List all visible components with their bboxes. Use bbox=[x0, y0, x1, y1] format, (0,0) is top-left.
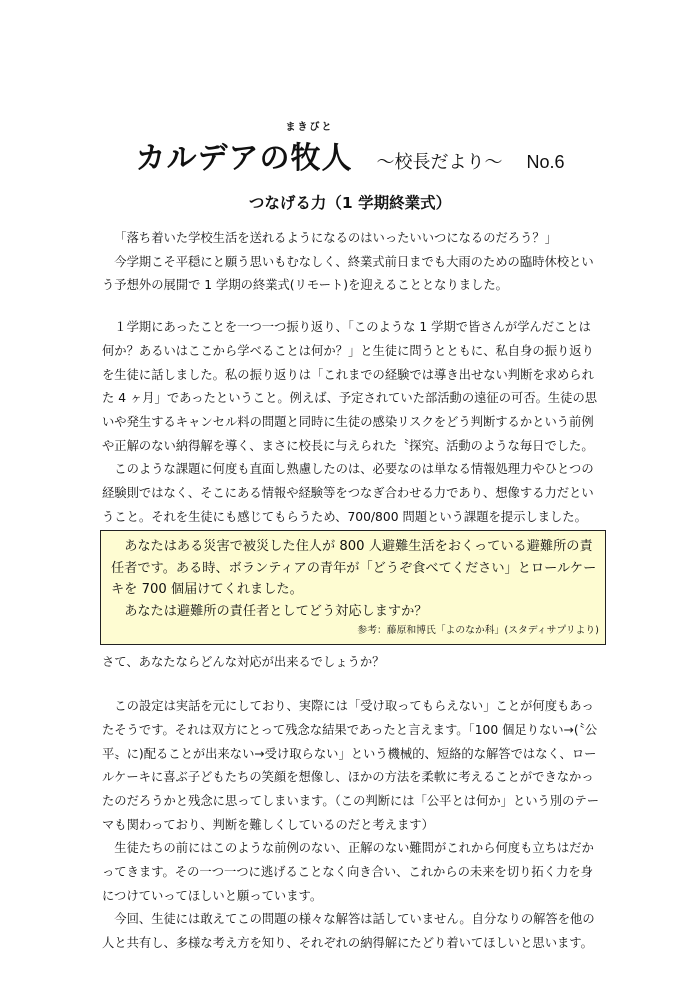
scenario-citation: 参考：藤原和博氏「よのなか科」(スタディサプリより) bbox=[357, 625, 599, 637]
article-title: つなげる力（1 学期終業式） bbox=[248, 194, 452, 212]
scenario-text: あなたはある災害で被災した住人が 800 人避難生活をおくっている避難所の責任者です。ある時、ボランティアの青年が「どうぞ食べてください」とロールケーキを 700 個届けてくれました。 bbox=[111, 539, 597, 598]
article-body bbox=[102, 227, 602, 956]
scenario-question: あなたは避難所の責任者としてどう対応しますか？ bbox=[124, 603, 428, 619]
paragraph: さて、あなたならどんな対応が出来るでしょうか？ bbox=[102, 655, 385, 670]
paragraph: 今回、生徒には敢えてこの問題の様々な解答は話していません。自分なりの解答を他の人と共有し、多様な考え方を知り、それぞれの納得解にたどり着いてほしいと思います。 bbox=[102, 912, 595, 951]
masthead bbox=[0, 122, 700, 177]
paragraph: この設定は実話を元にしており、実際には「受け取ってもらえない」ことが何度もあったそうです。それは双方にとって残念な結果であったと言えます。「100 個足りない→(〝公平〟に)配ることが出来ない→受け取らない」という機械的、短絡的な解答ではなく、ロールケーキに喜ぶ子どもたちの笑顔を想像し、ほかの方法を柔軟に考えることができなかったのだろうかと残念に思ってしまいます。（この判断には「公平とは何か」という別のテーマも関わっており、判断を難しくしているのだと考えます） bbox=[102, 699, 600, 832]
newsletter-subtitle: ～校長だより～ bbox=[376, 152, 503, 173]
newsletter-title bbox=[135, 122, 353, 177]
paragraph: このような課題に何度も直面し熟慮したのは、必要なのは単なる情報処理力やひとつの経験則ではなく、そこにある情報や経験等をつなぎ合わせる力であり、想像する力だということ。それを生徒にも感じてもらうため、700/800 問題という課題を提示しました。 bbox=[102, 462, 594, 524]
scenario-box bbox=[100, 530, 606, 645]
issue-number: No.6 bbox=[526, 152, 565, 172]
title-ruby: まきびと bbox=[285, 122, 334, 133]
paragraph: 生徒たちの前にはこのような前例のない、正解のない難問がこれから何度も立ちはだかってきます。その一つ一つに逃げることなく向き合い、これからの未来を切り拓く力を身につけていってほしいと願っています。 bbox=[102, 841, 594, 903]
paragraph: 「落ち着いた学校生活を送れるようになるのはいったいいつになるのだろう？」 bbox=[114, 231, 557, 245]
paragraph: １学期にあったことを一つ一つ振り返り、「このような 1 学期で皆さんが学んだことは何か？あるいはここから学べることは何か？」と生徒に問うとともに、私自身の振り返りを生徒に話しました。私の振り返りは「これまでの経験では導き出せない判断を求められた 4 ヶ月」であったということ。例えば、予定されていた部活動の遠征の可否。生徒の思いや発生するキャンセル料の問題と同時に生徒の感染リスクをどう判断するかという前例や正解のない納得解を導く、まさに校長に与えられた〝探究〟活動のような毎日でした。 bbox=[102, 320, 598, 453]
title-text: カルデアの牧人 bbox=[135, 141, 353, 176]
paragraph: 今学期こそ平穏にと願う思いもむなしく、終業式前日までも大雨のための臨時休校という予想外の展開で 1 学期の終業式(リモート)を迎えることとなりました。 bbox=[102, 254, 594, 293]
